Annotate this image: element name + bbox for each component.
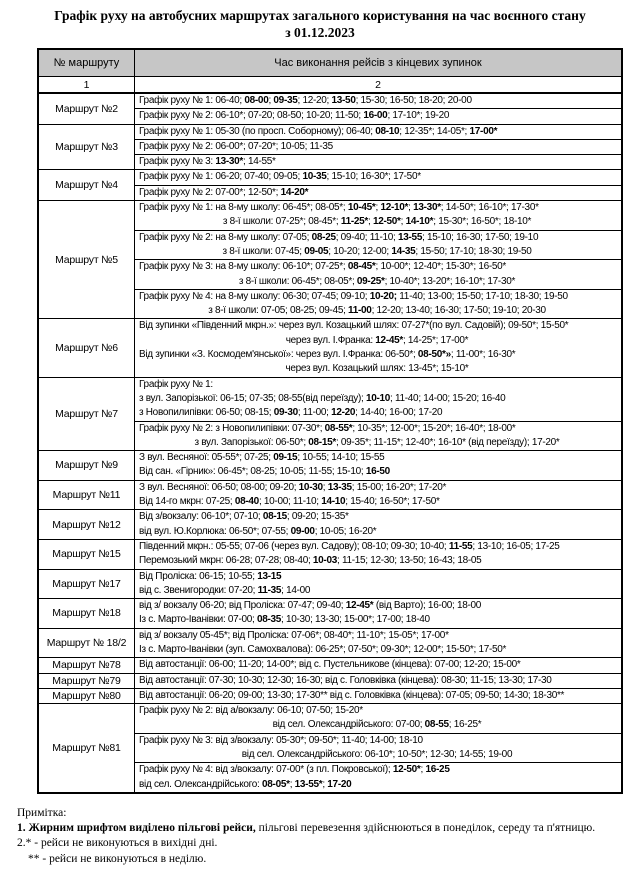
route-name-cell: Маршрут №4	[39, 170, 135, 200]
preferential-time-segment: 12-45*	[345, 600, 374, 612]
schedule-line	[135, 734, 621, 748]
route-name-cell: Маршрут №80	[39, 689, 135, 703]
text-segment: з Новопилипівки: 06-50; 08-15;	[139, 407, 274, 419]
text-segment: Графік руху № 1: 05-30 (по просп. Соборному); 06-40;	[139, 125, 376, 137]
preferential-time-segment: 08-15*	[308, 436, 336, 448]
preferential-time-segment: 09-00	[290, 525, 315, 537]
title-line-2: з 01.12.2023	[285, 24, 355, 40]
schedule-line	[135, 689, 621, 703]
schedule-line	[135, 584, 621, 598]
text-segment: ; 10-00; 11-10;	[258, 496, 322, 508]
schedule-line	[135, 629, 621, 643]
preferential-time-segment: 09-35	[273, 95, 298, 106]
preferential-time-segment: 10-35	[302, 171, 327, 183]
route-row	[39, 124, 621, 170]
route-schedule-cell	[135, 378, 621, 450]
preferential-time-segment: 13-15	[257, 570, 282, 582]
text-segment: від с. Звенигородки: 07-20;	[139, 584, 258, 596]
schedule-line	[135, 334, 621, 348]
schedule-line	[135, 525, 621, 539]
text-segment: від вул. Ю.Корлюка: 06-50*; 07-55;	[139, 525, 291, 537]
text-segment: ;	[322, 481, 328, 493]
text-segment: ; 14-55*	[243, 156, 276, 168]
text-segment: ; 14-25*; 17-00*	[402, 334, 469, 346]
preferential-time-segment: 09-05	[304, 245, 329, 257]
schedule-line	[135, 570, 621, 584]
schedule-subcell	[135, 481, 621, 510]
preferential-time-segment: 08-55*	[324, 422, 353, 434]
text-segment: з 8-ї школи: 07-05; 08-25; 09-45;	[208, 305, 349, 317]
preferential-time-segment: 14-35	[391, 245, 416, 257]
preferential-time-segment: 14-10*	[405, 216, 434, 228]
text-segment: пільгові перевезення здійснюються в понеділок, середу та п'ятницю.	[255, 821, 596, 834]
text-segment: ; 09-35*; 11-15*; 12-40*; 16-10* (від переїзду); 17-20*	[335, 436, 560, 448]
schedule-line	[135, 304, 621, 318]
text-segment: ; 10-35*; 12-00*; 15-20*; 16-40*; 18-00*	[352, 422, 516, 434]
text-segment: ; 15-30; 16-50; 18-20; 20-00	[355, 95, 472, 106]
schedule-subcell	[135, 289, 621, 319]
schedule-subcell	[135, 733, 621, 763]
route-name-cell: Маршрут №11	[39, 481, 135, 510]
route-schedule-cell	[135, 319, 621, 376]
schedule-line	[135, 140, 621, 154]
schedule-line	[135, 554, 621, 568]
text-segment: Південний мкрн.: 05-55; 07-06 (через вул. Садову); 08-10; 09-30; 10-40;	[139, 540, 449, 552]
text-segment: Графік руху № 1: 06-20; 07-40; 09-05;	[139, 171, 303, 183]
text-segment: Графік руху № 3: на 8-му школу: 06-10*; 07-25*;	[139, 261, 348, 273]
preferential-time-segment: 13-30*	[215, 156, 244, 168]
text-segment: Із с. Марто-Іванівки (зуп. Самохвалова): 06-25*; 07-50*; 09-30*; 12-00*; 15-50*; 17-50*	[139, 643, 507, 655]
route-rows	[39, 94, 621, 792]
route-schedule-cell	[135, 674, 621, 688]
preferential-time-segment: 13-55*	[294, 778, 323, 790]
preferential-time-segment: 09-30	[273, 407, 298, 419]
column-index-row	[39, 77, 621, 94]
preferential-time-segment: 12-10*	[380, 202, 409, 214]
text-segment: ;	[420, 764, 426, 776]
schedule-subcell	[135, 658, 621, 672]
text-segment: ; 10-55; 14-10; 15-55	[297, 452, 385, 464]
route-row	[39, 598, 621, 628]
text-segment: ; 10-30; 13-30; 15-00*; 17-00; 18-40	[281, 614, 430, 626]
text-segment: через вул. Козацький шлях: 13-45*; 15-10*	[285, 363, 469, 375]
text-segment: ;	[367, 216, 373, 228]
schedule-subcell	[135, 201, 621, 230]
text-segment: Від Проліска: 06-15; 10-55;	[139, 570, 258, 582]
schedule-line	[135, 125, 621, 139]
schedule-subcell	[135, 185, 621, 200]
notes-lines	[17, 821, 640, 868]
schedule-line	[135, 658, 621, 672]
schedule-subcell	[135, 599, 621, 628]
route-row	[39, 539, 621, 569]
preferential-time-segment: 08-35	[256, 614, 282, 626]
route-name-cell: Маршрут №9	[39, 451, 135, 480]
preferential-time-segment: 08-25	[311, 231, 336, 243]
schedule-line	[135, 495, 621, 509]
text-segment: Графік руху № 2: 06-00*; 07-20*; 10-05; 11-35	[139, 140, 333, 152]
preferential-time-segment: 1. Жирним шрифтом виділено пільгові рейси,	[17, 821, 256, 834]
schedule-line	[135, 348, 621, 362]
route-name-cell: Маршрут №12	[39, 510, 135, 539]
preferential-time-segment: 13-35	[327, 481, 352, 493]
route-row	[39, 377, 621, 450]
text-segment: ; 11-00;	[297, 407, 332, 419]
preferential-time-segment: 08-00	[244, 95, 269, 106]
text-segment: ; 09-40; 11-10;	[335, 231, 398, 243]
text-segment: ; 15-30*; 16-50*; 18-10*	[433, 216, 532, 228]
text-segment: від сел. Олександрійського: 06-10*; 10-50*; 12-30; 14-55; 19-00	[241, 749, 513, 761]
preferential-time-segment: 09-15	[273, 452, 298, 464]
text-segment: ;	[400, 216, 406, 228]
preferential-time-segment: 12-50*	[392, 764, 421, 776]
route-name-cell: Маршрут №15	[39, 540, 135, 569]
route-row	[39, 480, 621, 510]
schedule-subcell	[135, 319, 621, 376]
route-schedule-cell	[135, 510, 621, 539]
preferential-time-segment: 13-50	[331, 95, 356, 106]
preferential-time-segment: 16-00	[363, 110, 388, 122]
text-segment: Від 14-го мкрн: 07-25;	[139, 496, 235, 508]
preferential-time-segment: 09-25*	[356, 275, 385, 287]
text-segment: ; 10-40*; 13-20*; 16-10*; 17-30*	[384, 275, 516, 287]
route-row	[39, 628, 621, 658]
preferential-time-segment: 08-55	[424, 719, 449, 731]
preferential-time-segment: 16-25	[425, 764, 450, 776]
text-segment: Від автостанції: 06-00; 11-20; 14-00*; від с. Пустельникове (кінцева): 07-00; 12-20; 15-00*	[139, 659, 521, 671]
text-segment: Графік руху № 3: від з/вокзалу: 05-30*; 09-50*; 11-40; 14-00; 18-10	[139, 734, 423, 746]
schedule-subcell	[135, 139, 621, 154]
schedule-line	[135, 465, 621, 479]
text-segment: Графік руху № 2: 06-10*; 07-20; 08-50; 10-20; 11-50;	[139, 110, 364, 122]
schedule-line	[135, 290, 621, 304]
note-line	[17, 821, 640, 837]
schedule-line	[135, 718, 621, 732]
table-header-row	[39, 50, 621, 77]
preferential-time-segment: 08-05*	[262, 778, 290, 790]
schedule-line	[135, 275, 621, 289]
preferential-time-segment: 13-30*	[413, 202, 441, 214]
schedule-subcell	[135, 154, 621, 169]
text-segment: 11-40; 13-00; 15-50; 17-10; 18-30; 19-50	[396, 290, 568, 302]
route-schedule-cell	[135, 481, 621, 510]
text-segment: з вул. Запорізької: 06-15; 07-35; 08-55(від переїзду);	[139, 392, 366, 404]
schedule-line	[135, 763, 621, 777]
route-schedule-cell	[135, 599, 621, 628]
times-header: Час виконання рейсів з кінцевих зупинок	[274, 57, 482, 69]
schedule-line	[135, 94, 621, 108]
column-index-1: 1	[39, 77, 135, 92]
preferential-time-segment: 10-10	[365, 392, 391, 404]
text-segment: ; 11-40; 14-00; 15-20; 16-40	[390, 392, 506, 404]
text-segment: Графік руху № 2: від а/вокзалу: 06-10; 07-50; 15-20*	[139, 705, 363, 717]
route-name-cell: Маршрут №79	[39, 674, 135, 688]
notes-heading: Примітка:	[17, 806, 67, 819]
text-segment: від сел. Олександрійського:	[139, 778, 263, 790]
preferential-time-segment: 11-00	[348, 305, 372, 317]
schedule-line	[135, 704, 621, 718]
schedule-line	[135, 201, 621, 215]
text-segment: ** - рейси не виконуються в неділю.	[28, 852, 207, 865]
route-row	[39, 94, 621, 124]
preferential-time-segment: 17-20	[327, 778, 352, 790]
text-segment: Графік руху № 2: 07-00*; 12-50*;	[139, 186, 281, 198]
schedule-subcell	[135, 170, 621, 184]
preferential-time-segment: 12-20	[331, 407, 356, 419]
text-segment: Перемозький мкрн: 06-28; 07-28; 08-40;	[139, 555, 313, 567]
text-segment: Графік руху № 1: на 8-му школу: 06-45*; 08-05*;	[139, 202, 348, 214]
preferential-time-segment: 14-20*	[280, 186, 309, 198]
schedule-line	[135, 748, 621, 762]
text-segment: від сел. Олександрійського: 07-00;	[272, 719, 425, 731]
text-segment: ; 12-20;	[297, 95, 332, 106]
text-segment: Графік руху № 4: від з/вокзалу: 07-00* (з пл. Покровської);	[139, 764, 393, 776]
preferential-time-segment: 10-30	[298, 481, 323, 493]
route-name-cell: Маршрут №5	[39, 201, 135, 318]
text-segment: Від автостанції: 07-30; 10-30; 12-30; 16-30; від с. Головківка (кінцева): 08-30; 11-15; 13-30; 17-30	[139, 674, 552, 686]
preferential-time-segment: 16-50	[365, 466, 390, 478]
route-schedule-cell	[135, 629, 621, 658]
schedule-line	[135, 215, 621, 229]
text-segment: ; 14-50*; 16-10*; 17-30*	[440, 202, 539, 214]
schedule-line	[135, 392, 621, 406]
route-name-cell: Маршрут №18	[39, 599, 135, 628]
text-segment: (від Варто); 16-00; 18-00	[373, 600, 482, 612]
schedule-line	[135, 260, 621, 274]
schedule-line	[135, 319, 621, 333]
route-row	[39, 673, 621, 688]
route-name-cell: Маршрут №78	[39, 658, 135, 672]
route-schedule-cell	[135, 689, 621, 703]
text-segment: ; 10-05; 16-20*	[314, 525, 377, 537]
text-segment: З вул. Весняної: 05-55*; 07-25;	[139, 452, 274, 464]
route-name-cell: Маршрут №17	[39, 570, 135, 599]
schedule-subcell	[135, 125, 621, 139]
preferential-time-segment: 11-25*	[340, 216, 368, 228]
preferential-time-segment: 12-50*	[372, 216, 401, 228]
schedule-subcell	[135, 762, 621, 792]
schedule-subcell	[135, 674, 621, 688]
title-line-1: Графік руху на автобусних маршрутах загального користування на час воєнного стану	[54, 8, 586, 23]
text-segment: Графік руху № 4: на 8-му школу: 06-30; 07-45; 09-10;	[139, 290, 370, 302]
schedule-subcell	[135, 94, 621, 108]
schedule-line	[135, 406, 621, 420]
schedule-line	[135, 170, 621, 184]
text-segment: ; 16-25*	[448, 719, 482, 731]
text-segment: ; 12-20; 13-40; 16-30; 17-50; 19-10; 20-30	[371, 305, 546, 317]
text-segment: з вул. Запорізької: 06-50*;	[194, 436, 309, 448]
route-row	[39, 450, 621, 480]
text-segment: ;	[408, 202, 414, 214]
text-segment: ; 15-10; 16-30; 17-50; 19-10	[422, 231, 539, 243]
schedule-line	[135, 510, 621, 524]
schedule-subcell	[135, 230, 621, 260]
preferential-time-segment: 11-35	[257, 584, 282, 596]
text-segment: 2.* - рейси не виконуються в вихідні дні.	[17, 837, 218, 850]
schedule-subcell	[135, 689, 621, 703]
text-segment: ;	[375, 202, 381, 214]
text-segment: ; 13-10; 16-05; 17-25	[472, 540, 560, 552]
text-segment: ;	[322, 778, 328, 790]
preferential-time-segment: 14-10	[321, 496, 346, 508]
text-segment: ; 09-20; 15-35*	[286, 511, 349, 523]
route-name-cell: Маршрут №6	[39, 319, 135, 376]
route-schedule-cell	[135, 94, 621, 124]
route-name-cell: Маршрут № 18/2	[39, 629, 135, 658]
preferential-time-segment: 12-45*	[375, 334, 403, 346]
route-name-cell: Маршрут №7	[39, 378, 135, 450]
schedule-subcell	[135, 704, 621, 733]
preferential-time-segment: 08-45*	[347, 261, 376, 273]
schedule-subcell	[135, 510, 621, 539]
preferential-time-segment: 11-55	[448, 540, 473, 552]
schedule-line	[135, 378, 621, 392]
schedule-line	[135, 422, 621, 436]
schedule-subcell	[135, 259, 621, 289]
text-segment: Із с. Марто-Іванівки: 07-00;	[139, 614, 257, 626]
schedule-line	[135, 155, 621, 169]
schedule-subcell	[135, 421, 621, 451]
column-index-2: 2	[375, 78, 381, 91]
text-segment: з 8-ї школи: 07-25*; 08-45*;	[222, 216, 341, 228]
schedule-subcell	[135, 451, 621, 480]
text-segment: з 8-ї школи: 07-45;	[222, 245, 305, 257]
text-segment: ; 15-00; 16-20*; 17-20*	[351, 481, 447, 493]
schedule-subcell	[135, 378, 621, 421]
route-row	[39, 569, 621, 599]
schedule-subcell	[135, 108, 621, 123]
schedule-line	[135, 436, 621, 450]
text-segment: Графік руху № 2: на 8-му школу: 07-05;	[139, 231, 312, 243]
schedule-line	[135, 599, 621, 613]
text-segment: З вул. Весняної: 06-50; 08-00; 09-20;	[139, 481, 299, 493]
route-row	[39, 200, 621, 318]
route-schedule-cell	[135, 125, 621, 170]
preferential-time-segment: 08-10	[375, 125, 400, 137]
route-row	[39, 688, 621, 703]
text-segment: ; 11-15; 12-30; 13-50; 16-43; 18-05	[336, 555, 482, 567]
text-segment: ; 15-50; 17-10; 18-30; 19-50	[415, 245, 532, 257]
text-segment: ; 17-10*; 19-20	[387, 110, 450, 122]
route-schedule-cell	[135, 704, 621, 792]
route-name-cell: Маршрут №2	[39, 94, 135, 124]
preferential-time-segment: 08-15	[262, 511, 287, 523]
text-segment: ; 12-35*; 14-05*;	[399, 125, 470, 137]
preferential-time-segment: 10-03	[312, 555, 337, 567]
text-segment: ; 15-10; 16-30*; 17-50*	[326, 171, 421, 183]
note-line	[28, 852, 640, 868]
text-segment: ; 10-00*; 12-40*; 15-30*; 16-50*	[375, 261, 507, 273]
text-segment: ;	[289, 778, 295, 790]
schedule-subcell	[135, 540, 621, 569]
route-row	[39, 703, 621, 792]
text-segment: Графік руху № 1: 06-40;	[139, 95, 245, 106]
schedule-line	[135, 362, 621, 376]
document-title	[0, 8, 640, 41]
schedule-line	[135, 643, 621, 657]
route-row	[39, 169, 621, 200]
text-segment: ; 14-40; 16-00; 17-20	[355, 407, 443, 419]
text-segment: Графік руху № 1:	[139, 378, 213, 390]
preferential-time-segment: 10-20;	[369, 290, 397, 302]
text-segment: через вул. І.Франка:	[285, 334, 376, 346]
schedule-line	[135, 540, 621, 554]
text-segment: від з/ вокзалу 06-20; від Проліска: 07-47; 09-40;	[139, 600, 346, 612]
route-row	[39, 509, 621, 539]
notes-section	[17, 806, 640, 868]
text-segment: з 8-ї школи: 06-45*; 08-05*;	[238, 275, 357, 287]
route-number-header: № маршруту	[39, 50, 135, 76]
schedule-line	[135, 109, 621, 123]
schedule-line	[135, 245, 621, 259]
text-segment: від з/ вокзалу 05-45*; від Проліска: 07-06*; 08-40*; 11-10*; 15-05*; 17-00*	[139, 629, 449, 641]
schedule-line	[135, 674, 621, 688]
preferential-time-segment: 08-50*»	[417, 349, 451, 361]
route-row	[39, 657, 621, 672]
text-segment: Від сан. «Гірник»: 06-45*; 08-25; 10-05; 11-55; 15-10;	[139, 466, 366, 478]
route-schedule-cell	[135, 201, 621, 318]
preferential-time-segment: 10-45*	[347, 202, 376, 214]
preferential-time-segment: 17-00*	[469, 125, 498, 137]
text-segment: Від зупинки «З. Космодем'янської»: через вул. І.Франка: 06-50*;	[139, 349, 418, 361]
schedule-subcell	[135, 570, 621, 599]
schedule-line	[135, 231, 621, 245]
schedule-line	[135, 186, 621, 200]
route-schedule-cell	[135, 170, 621, 200]
schedule-line	[135, 481, 621, 495]
text-segment: Від з/вокзалу: 06-10*; 07-10;	[139, 511, 263, 523]
schedule-line	[135, 451, 621, 465]
text-segment: ; 14-00	[281, 584, 311, 596]
text-segment: ;	[268, 95, 274, 106]
route-schedule-cell	[135, 570, 621, 599]
route-schedule-cell	[135, 540, 621, 569]
text-segment: Від автостанції: 06-20; 09-00; 13-30; 17-30** від с. Головківка (кінцева): 07-05; 09-50; 14-30; 18-30**	[139, 689, 565, 701]
preferential-time-segment: 13-55	[398, 231, 423, 243]
preferential-time-segment: 08-40	[234, 496, 259, 508]
route-name-cell: Маршрут №81	[39, 704, 135, 792]
text-segment: ; 10-20; 12-00;	[328, 245, 392, 257]
route-schedule-cell	[135, 658, 621, 672]
text-segment: ; 15-40; 16-50*; 17-50*	[345, 496, 440, 508]
note-line	[17, 836, 640, 852]
route-name-cell: Маршрут №3	[39, 125, 135, 170]
text-segment: Від зупинки «Південний мкрн.»: через вул. Козацький шлях: 07-27*(по вул. Садовій); 09-50*; 15-50*	[139, 320, 569, 332]
route-schedule-cell	[135, 451, 621, 480]
text-segment: Графік руху № 3:	[139, 156, 216, 168]
text-segment: ; 11-00*; 16-30*	[450, 349, 516, 361]
schedule-subcell	[135, 629, 621, 658]
route-row	[39, 318, 621, 376]
schedule-line	[135, 613, 621, 627]
text-segment: Графік руху № 2: з Новопилипівки: 07-30*;	[139, 422, 325, 434]
schedule-line	[135, 778, 621, 792]
schedule-table	[37, 48, 623, 794]
